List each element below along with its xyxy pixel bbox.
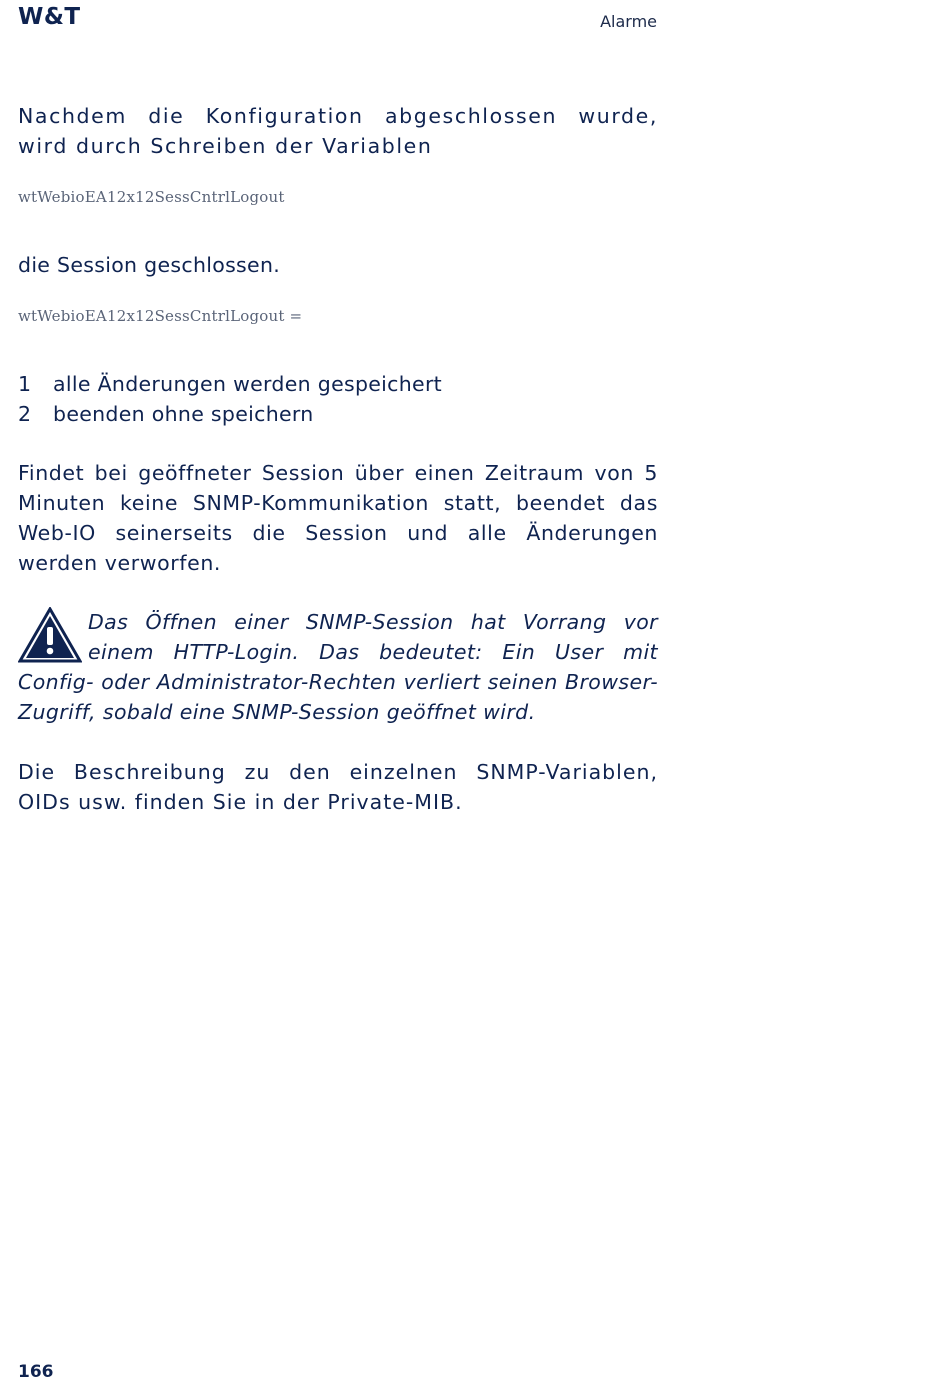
page-number: 166 (18, 1362, 54, 1382)
warning-triangle-icon (18, 607, 82, 663)
list-item-label: beenden ohne speichern (53, 402, 314, 426)
paragraph-session-closed: die Session geschlossen. (18, 253, 281, 277)
brand-logo: W&T (18, 4, 81, 30)
code-variable-logout-assign: wtWebioEA12x12SessCntrlLogout = (18, 307, 303, 325)
code-variable-logout: wtWebioEA12x12SessCntrlLogout (18, 188, 285, 206)
paragraph-timeout: Findet bei geöffneter Session über einen Zeitraum von 5 Minuten keine SNMP-Kommunikation statt, beendet das Web-IO seinerseits die Session und alle Änderungen werden verworfen. (18, 461, 658, 575)
list-item (18, 399, 658, 429)
list-item-number: 2 (18, 402, 32, 426)
paragraph-mib: Die Beschreibung zu den einzelnen SNMP-Variablen, OIDs usw. finden Sie in der Private-MIB. (18, 760, 658, 814)
section-title: Alarme (600, 12, 657, 31)
list-item-number: 1 (18, 372, 32, 396)
warning-note (18, 607, 658, 727)
logout-options-list (18, 369, 658, 429)
warning-text: Das Öffnen einer SNMP-Session hat Vorrang vor einem HTTP-Login. Das bedeutet: Ein User mit Config- oder Administrator-Rechten verliert seinen Browser-Zugriff, sobald eine SNMP-Session geöffnet wird. (18, 610, 658, 724)
list-item (18, 369, 658, 399)
list-item-label: alle Änderungen werden gespeichert (53, 372, 443, 396)
paragraph-intro: Nachdem die Konfiguration abgeschlossen wurde, wird durch Schreiben der Variablen (18, 104, 658, 158)
